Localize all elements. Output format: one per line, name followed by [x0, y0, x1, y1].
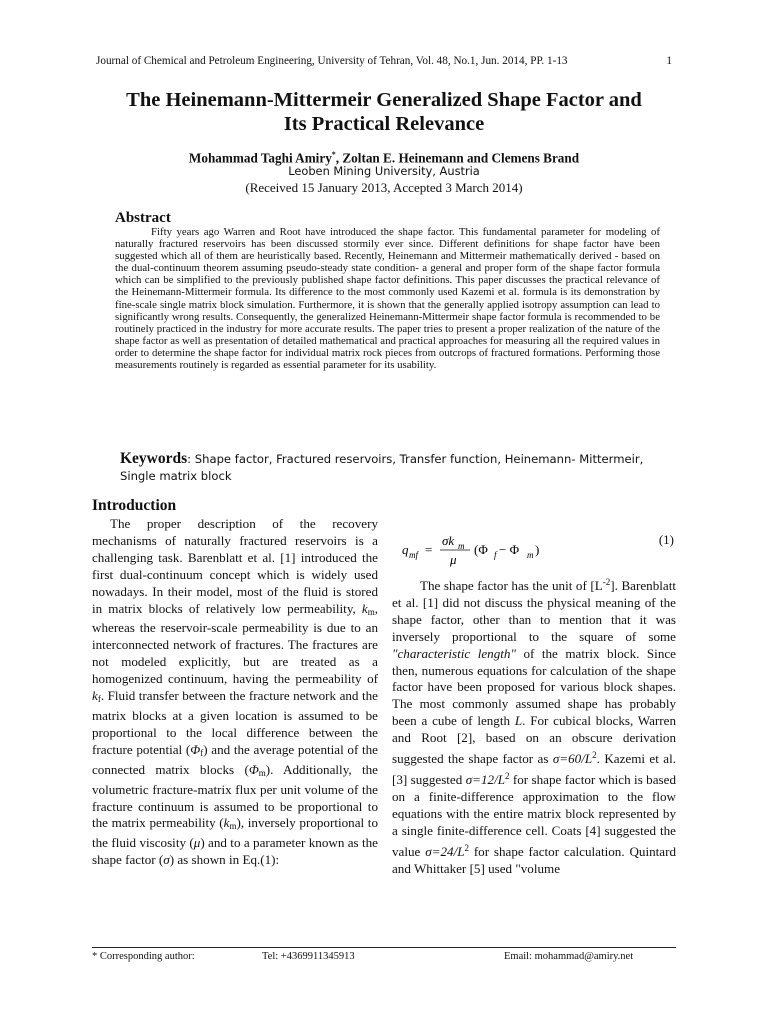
symbol-phi: Φ [248, 761, 259, 777]
formula-warren-root: σ=60/L [552, 751, 593, 767]
page-number: 1 [666, 55, 672, 67]
footnote-divider [92, 947, 676, 948]
eq-rhs-sub-f: f [494, 550, 497, 560]
text-run: ), inversely proportional to the fluid viscosity ( [92, 815, 378, 851]
text-run: . Kazemi et al. [3] suggested [392, 751, 676, 787]
journal-citation: Journal of Chemical and Petroleum Engineering, University of Tehran, Vol. 48, No.1, Jun. 2014, PP. 1-13 [96, 55, 568, 67]
eq-denominator: μ [450, 552, 457, 567]
text-run: ) and to a parameter known as the shape factor ( [92, 835, 378, 868]
text-run: ) and the average potential of the connected matrix blocks ( [92, 741, 378, 777]
corresponding-mark: * [331, 150, 336, 159]
other-authors: , Zoltan E. Heinemann and Clemens Brand [335, 150, 580, 166]
text-run: . Fluid transfer between the fracture network and the matrix blocks at a given location is assumed to be proportional to the local difference between the fracture potential ( [92, 688, 378, 757]
eq-rhs-close: ) [535, 542, 540, 557]
superscript: 2 [505, 770, 510, 781]
first-author: Mohammad Taghi Amiry [188, 150, 332, 166]
text-run: The shape factor has the unit of [L [420, 578, 603, 593]
text-run: ). Additionally, the volumetric fracture-matrix flux per unit volume of the fracture continuum is assumed to be proportional to the matrix permeability ( [92, 761, 378, 831]
abstract-text: Fifty years ago Warren and Root have introduced the shape factor. This fundamental parameter for modeling of naturally fractured reservoirs has been discussed stormily ever since. Different definitions for shape factor have been suggested which all of them are heuristically based. Recently, Heinemann and Mittermeir mathematically derived - based on the dual-continuum theorem assuming pseudo-steady state condition- a general and proper form of the shape factor formula which can be simplified to the previously published shape factor definitions. This paper discusses the practical relevance of the Heinemann-Mittermeir formula. Its difference to the most commonly used Kazemi et al. formula is its demonstration by fine-scale single matrix block simulation. Furthermore, it is shown that the generally applied isotropy assumption can lead to significantly wrong results. Consequently, the generalized Heinemann-Mittermeir shape factor formula is recommended to be routinely practiced in the industry for more accurate results. The paper tries to present a proper realization of the nature of the shape factor as well as presentation of detailed mathematical and practical approaches for measuring all the required values in order to determine the shape factor for individual matrix rock pieces from outcrops of fractured formations. Performing those measurements routinely is regarded as essential parameter for its usability. [115, 226, 660, 372]
text-run: ]. Barenblatt et al. [1] did not discuss the physical meaning of the shape factor, other than to mention that it was inversely proportional to the square of some [392, 578, 676, 644]
abstract-heading: Abstract [115, 210, 171, 226]
keywords-separator: : [187, 452, 195, 466]
symbol-phi: Φ [190, 741, 201, 757]
eq-rhs-sub-m: m [527, 550, 534, 560]
running-header [96, 55, 672, 67]
corresponding-author-label: * Corresponding author: [92, 951, 195, 962]
received-dates: (Received 15 January 2013, Accepted 3 March 2014) [245, 180, 523, 195]
eq-rhs-minus: − Φ [499, 542, 520, 557]
eq-equals: = [425, 542, 433, 557]
subscript: m [229, 821, 237, 832]
equation-graphic [400, 530, 640, 570]
title-line-1: The Heinemann-Mittermeir Generalized Shape Factor and [126, 89, 642, 111]
keywords [120, 450, 665, 485]
subscript: m [367, 606, 375, 617]
affiliation: Leoben Mining University, Austria [288, 164, 480, 178]
subscript: f [97, 694, 101, 705]
introduction-right-column [392, 574, 676, 877]
symbol-k: k [223, 815, 230, 831]
superscript: 2 [592, 750, 597, 761]
formula-coats: σ=24/L [425, 843, 465, 859]
text-run: . For cubical blocks, Warren and Root [2], based on an obscure derivation suggested the shape factor as [392, 713, 676, 767]
quoted-term: "characteristic length" [392, 645, 516, 661]
formula-kazemi: σ=12/L [465, 771, 505, 787]
eq-rhs-open: (Φ [474, 542, 488, 557]
keywords-list: Shape factor, Fractured reservoirs, Transfer function, Heinemann- Mittermeir, Single matrix block [120, 452, 644, 483]
symbol-L: L [514, 713, 523, 729]
introduction-heading: Introduction [92, 497, 177, 514]
equation-1 [400, 530, 680, 570]
symbol-mu: μ [193, 835, 201, 851]
eq-numerator: σk [442, 533, 455, 548]
superscript: 2 [464, 842, 469, 853]
text-run: for shape factor which is based on a finite-difference approximation to the flow equations with the entire matrix block represented by a single finite-difference cell. Coats [4] suggested the value [392, 771, 676, 859]
text-run: of the matrix block. Since then, numerous equations for calculation of the shape factor have been proposed for various block shapes. The most commonly assumed shape has probably been a cube of length [392, 645, 676, 729]
subscript: m [258, 767, 266, 778]
author-email: Email: mohammad@amiry.net [504, 951, 634, 962]
keywords-heading: Keywords [120, 450, 188, 467]
equation-number: (1) [658, 532, 674, 547]
text-run: , whereas the reservoir-scale permeability is due to an interconnected network of fractures. The fractures are not modeled explicitly, but are treated as a homogenized continuum, having the permeability of [92, 600, 378, 687]
subscript: f [200, 747, 204, 758]
symbol-k: k [361, 600, 368, 616]
symbol-sigma: σ [163, 852, 170, 868]
text-run: The proper description of the recovery mechanisms of naturally fractured reservoirs is a challenging task. Barenblatt et al. [1] introduced the first dual-continuum concept which is widely used nowadays. In their model, most of the fluid is stored in matrix blocks of relatively low permeability, [92, 516, 378, 616]
superscript: -2 [602, 577, 611, 587]
eq-lhs: q [402, 542, 409, 557]
title-line-2: Its Practical Relevance [283, 113, 485, 135]
introduction-left-column [92, 516, 378, 869]
eq-numerator-sub: m [458, 541, 465, 551]
eq-lhs-sub: mf [409, 550, 418, 560]
paper-title [60, 88, 708, 136]
text-run: for shape factor calculation. Quintard and Whittaker [5] used "volume [392, 843, 676, 876]
text-run: ) as shown in Eq.(1): [169, 852, 280, 868]
symbol-k: k [92, 688, 98, 704]
author-phone: Tel: +4369911345913 [262, 951, 355, 962]
